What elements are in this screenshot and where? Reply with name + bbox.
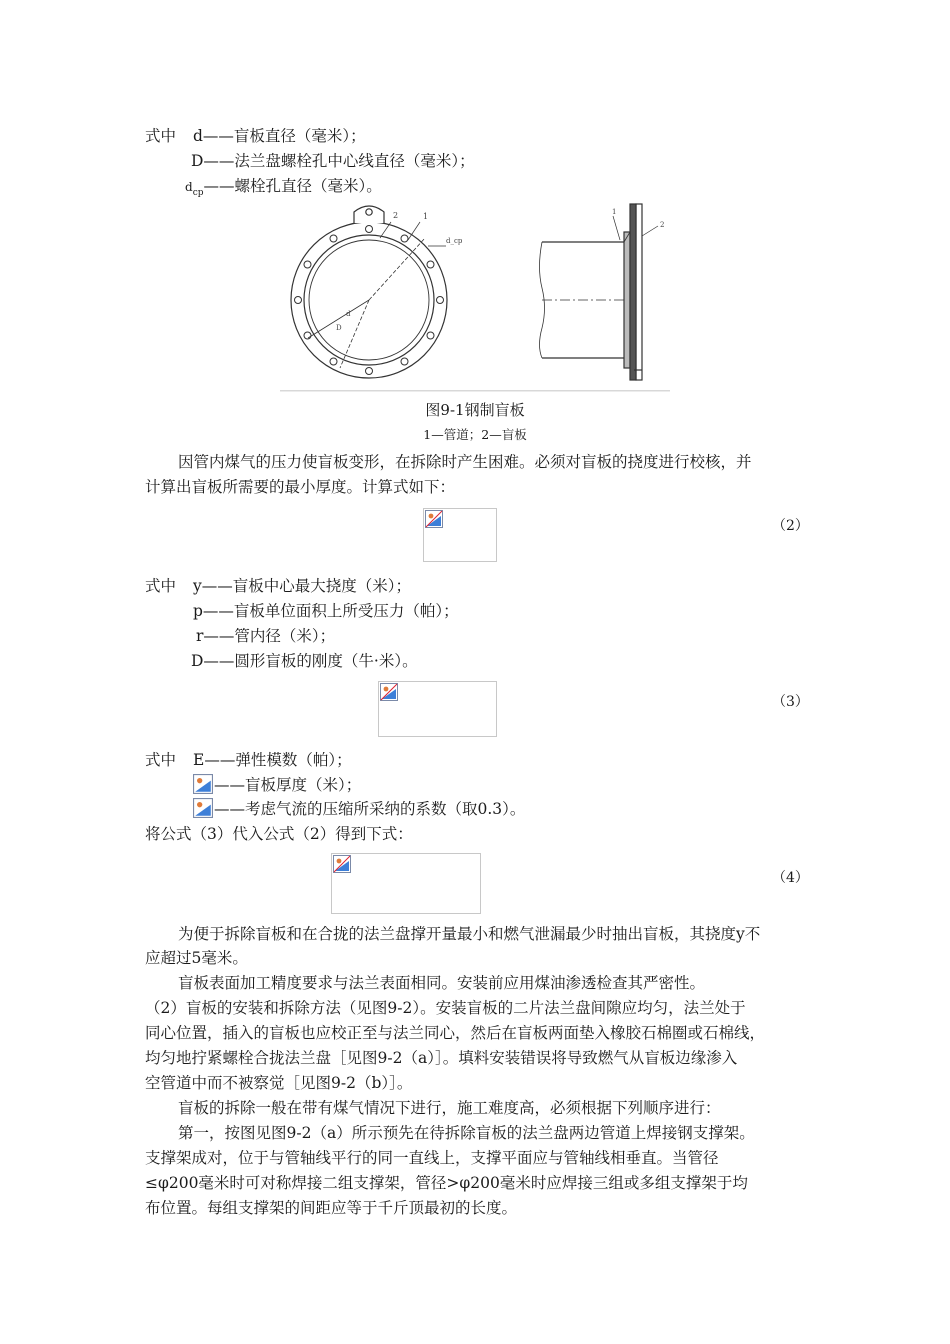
label-d: d (346, 310, 351, 318)
def-y: y——盲板中心最大挠度（米）； (193, 577, 412, 595)
def-E: E——弹性模数（帕）； (193, 751, 352, 769)
figure-legend: 1—管道；2—盲板 (423, 427, 527, 442)
label-2: 2 (393, 211, 399, 220)
formula-4-image (331, 853, 481, 914)
paragraph-install-line1: （2）盲板的安装和拆除方法（见图9-2）。安装盲板的二片法兰盘间隙应均匀，法兰处于 (145, 999, 746, 1017)
paragraph-install-line4: 空管道中而不被察觉［见图9-2（b）］。 (145, 1074, 413, 1092)
paragraph-limit-line1: 为便于拆除盲板和在合拢的法兰盘撑开量最小和燃气泄漏最少时抽出盲板，其挠度y不 (178, 925, 761, 943)
broken-image-icon (333, 855, 351, 873)
def-p: p——盲板单位面积上所受压力（帕）； (193, 602, 459, 620)
label-1: 1 (423, 212, 429, 221)
paragraph-limit-line2: 应超过5毫米。 (145, 949, 248, 967)
paragraph-step1-line2: 支撑架成对，位于与管轴线平行的同一直线上，支撑平面应与管轴线相垂直。当管径 (145, 1149, 719, 1167)
equation-number-2: （2） (772, 518, 809, 534)
def-dcp: $d_{cp}——$螺栓孔直径（毫米）。 (185, 177, 382, 199)
thickness-symbol-broken-image-icon (193, 774, 213, 794)
coefficient-symbol-broken-image-icon (193, 798, 213, 818)
def-D-bolt-circle: D——法兰盘螺栓孔中心线直径（毫米）； (191, 152, 475, 170)
broken-image-icon (425, 510, 443, 528)
def-coefficient: ——考虑气流的压缩所采纳的系数（取0.3）。 (193, 798, 525, 819)
where-label-3: 式中 (145, 751, 177, 769)
paragraph-step1-line1: 第一，按图见图9-2（a）所示预先在待拆除盲板的法兰盘两边管道上焊接钢支撑架。 (178, 1124, 755, 1142)
def-r: r——管内径（米）； (196, 627, 336, 645)
label-D: D (336, 324, 342, 332)
side-label-2: 2 (660, 221, 665, 229)
equation-number-4: （4） (772, 870, 809, 886)
paragraph-deflection-line1: 因管内煤气的压力使盲板变形，在拆除时产生困难。必须对盲板的挠度进行校核，并 (178, 453, 752, 471)
substitution-line: 将公式（3）代入公式（2）得到下式： (145, 825, 413, 843)
paragraph-install-line2: 同心位置，插入的盲板也应校正至与法兰同心，然后在盲板两面垫入橡胶石棉圈或石棉线， (145, 1024, 766, 1042)
broken-image-icon (380, 683, 398, 701)
def-thickness: ——盲板厚度（米）； (193, 774, 361, 795)
equation-number-3: （3） (772, 694, 809, 710)
paragraph-surface-finish: 盲板表面加工精度要求与法兰表面相同。安装前应用煤油渗透检查其严密性。 (178, 974, 706, 992)
label-dcp: d_cp (446, 237, 463, 245)
formula-2-image (423, 508, 497, 562)
def-D-rigidity: D——圆形盲板的刚度（牛·米）。 (191, 652, 418, 670)
side-label-1: 1 (612, 208, 617, 216)
paragraph-removal-intro: 盲板的拆除一般在带有煤气情况下进行，施工难度高，必须根据下列顺序进行： (178, 1099, 721, 1117)
blind-plate-figure (280, 198, 680, 394)
paragraph-step1-line3: ≤φ200毫米时可对称焊接二组支撑架，管径>φ200毫米时应焊接三组或多组支撑架于均 (145, 1174, 748, 1192)
where-label-2: 式中 (145, 577, 177, 595)
where-label-1: 式中 (145, 127, 177, 145)
formula-3-image (378, 681, 497, 737)
paragraph-step1-line4: 布位置。每组支撑架的间距应等于千斤顶最初的长度。 (145, 1199, 518, 1217)
def-d: d——盲板直径（毫米）； (193, 127, 366, 145)
paragraph-deflection-line2: 计算出盲板所需要的最小厚度。计算式如下： (145, 478, 456, 496)
figure-caption: 图9-1钢制盲板 (425, 401, 525, 419)
paragraph-install-line3: 均匀地拧紧螺栓合拢法兰盘［见图9-2（a）］。填料安装错误将导致燃气从盲板边缘渗入 (145, 1049, 738, 1067)
